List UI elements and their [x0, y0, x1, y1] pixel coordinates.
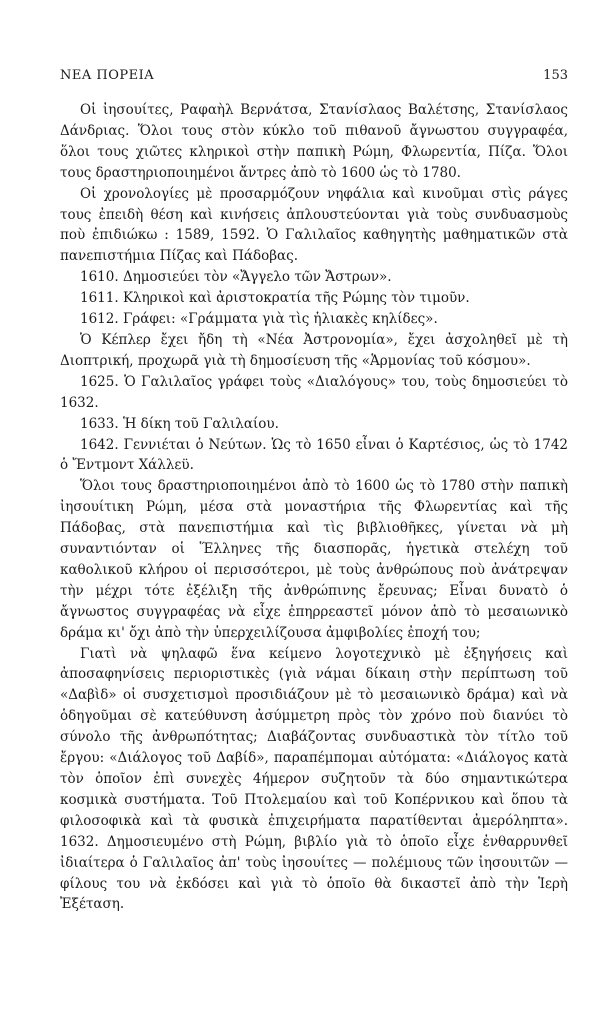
paragraph: 1642. Γεννιέται ὁ Νεύτων. Ὡς τὸ 1650 εἶναι ὁ Καρτέσιος, ὡς τὸ 1742 ὁ Ἔντμοντ Χάλλεϋ. [60, 436, 568, 474]
paragraph: Οἱ ἰησουίτες, Ραφαὴλ Βερνάτσα, Στανίσλαος Βαλέτσης, Στανίσλαος Δάνδριας. Ὅλοι τους στὸν κύκλο τοῦ πιθανοῦ ἄγνωστου συγγραφέα, ὅλοι τους χιῶτες κληρικοὶ στὴν παπικὴ Ρώμη, Φλωρεντία, Πίζα. Ὅλοι τους δραστηριοποιημένοι ἄντρες ἀπὸ τὸ 1600 ὡς τὸ 1780. [60, 102, 568, 181]
paragraph: Ὁ Κέπλερ ἔχει ἤδη τὴ «Νέα Ἀστρονομία», ἔχει ἀσχοληθεῖ μὲ τὴ Διοπτρική, προχωρᾶ γιὰ τὴ δημοσίευση τῆς «Ἁρμονίας τοῦ κόσμου». [60, 331, 568, 369]
paragraph: Οἱ χρονολογίες μὲ προσαρμόζουν νηφάλια καὶ κινοῦμαι στὶς ράγες τους ἐπειδὴ θέση καὶ κινήσεις ἀπλουστεύονται γιὰ τοὺς συνδυασμοὺς ποὺ ἐπιδιώκω : 1589, 1592. Ὁ Γαλιλαῖος καθηγητὴς μαθηματικῶν στὰ πανεπιστήμια Πίζας καὶ Πάδοβας. [60, 185, 568, 265]
paragraph: Ὅλοι τους δραστηριοποιημένοι ἀπὸ τὸ 1600 ὡς τὸ 1780 στὴν παπικὴ ἰησουίτικη Ρώμη, μέσα στὰ μοναστήρια τῆς Φλωρεντίας καὶ τῆς Πάδοβας, στὰ πανεπιστήμια καὶ τὶς βιβλιοθῆκες, γίνεται νὰ μὴ συναντιόνταν οἱ Ἕλληνες τῆς διασπορᾶς, ἡγετικὰ στελέχη τοῦ καθολικοῦ κλήρου οἱ περισσότεροι, μὲ τοὺς ἀνθρώπους ποὺ ἀνάτρεψαν τὴν μέχρι τότε ἐξέλιξη τῆς ἀνθρώπινης ἔρευνας; Εἶναι δυνατὸ ὁ ἄγνωστος συγγραφέας νὰ εἶχε ἐπηρρεαστεῖ μόνον ἀπὸ τὸ μεσαιωνικὸ δράμα κι' ὄχι ἀπὸ τὴν ὑπερχειλίζουσα ἀμφιβολίες ἐποχή του; [60, 478, 568, 641]
paragraph: 1611. Κληρικοὶ καὶ ἀριστοκρατία τῆς Ρώμης τὸν τιμοῦν. [80, 290, 470, 307]
paragraph: Γιατὶ νὰ ψηλαφῶ ἕνα κείμενο λογοτεχνικὸ μὲ ἐξηγήσεις καὶ ἀποσαφηνίσεις περιοριστικὲς (γιὰ νάμαι δίκαιη στὴν περίπτωση τοῦ «Δαβὶδ» οἱ συσχετισμοὶ προσιδιάζουν μὲ τὸ μεσαιωνικὸ δράμα) καὶ νὰ ὁδηγοῦμαι σὲ κατεύθυνση ἀσύμμετρη πρὸς τὸν χρόνο ποὺ διανύει τὸ σύνολο τῆς ἀνθρωπότητας; Διαβάζοντας συνδυαστικὰ τὸν τίτλο τοῦ ἔργου: «Διάλογος τοῦ Δαβίδ», παραπέμπομαι αὐτόματα: «Διάλογος κατὰ τὸν ὁποῖον ἐπὶ συνεχὲς 4ήμερον συζητοῦν τὰ δύο σημαντικώτερα κοσμικὰ συστήματα. Τοῦ Πτολεμαίου καὶ τοῦ Κοπέρνικου καὶ ὅπου τὰ φιλοσοφικὰ καὶ τὰ φυσικὰ ἐπιχειρήματα παρατίθενται ἀμερόληπτα». 1632. Δημοσιευμένο στὴ Ρώμη, βιβλίο γιὰ τὸ ὁποῖο εἶχε ἐνθαρρυνθεῖ ἰδιαίτερα ὁ Γαλιλαῖος ἀπ' τοὺς ἰησουίτες — πολέμιους τῶν ἰησουιτῶν — φίλους του νὰ ἐκδόσει καὶ γιὰ τὸ ὁποῖο θὰ δικαστεῖ ἀπὸ τὴν Ἱερὴ Ἐξέταση. [60, 645, 568, 913]
running-head: ΝΕΑ ΠΟΡΕΙΑ [60, 68, 155, 83]
paragraph: 1612. Γράφει: «Γράμματα γιὰ τὶς ἡλιακὲς κηλίδες». [80, 311, 438, 328]
paragraph: 1610. Δημοσιεύει τὸν «Ἄγγελο τῶν Ἄστρων». [80, 269, 392, 286]
body-text [60, 100, 568, 915]
page-number: 153 [543, 68, 568, 83]
page-header [60, 68, 568, 92]
paragraph: 1625. Ὁ Γαλιλαῖος γράφει τοὺς «Διαλόγους» του, τοὺς δημοσιεύει τὸ 1632. [60, 373, 568, 411]
paragraph: 1633. Ἡ δίκη τοῦ Γαλιλαίου. [80, 415, 279, 432]
